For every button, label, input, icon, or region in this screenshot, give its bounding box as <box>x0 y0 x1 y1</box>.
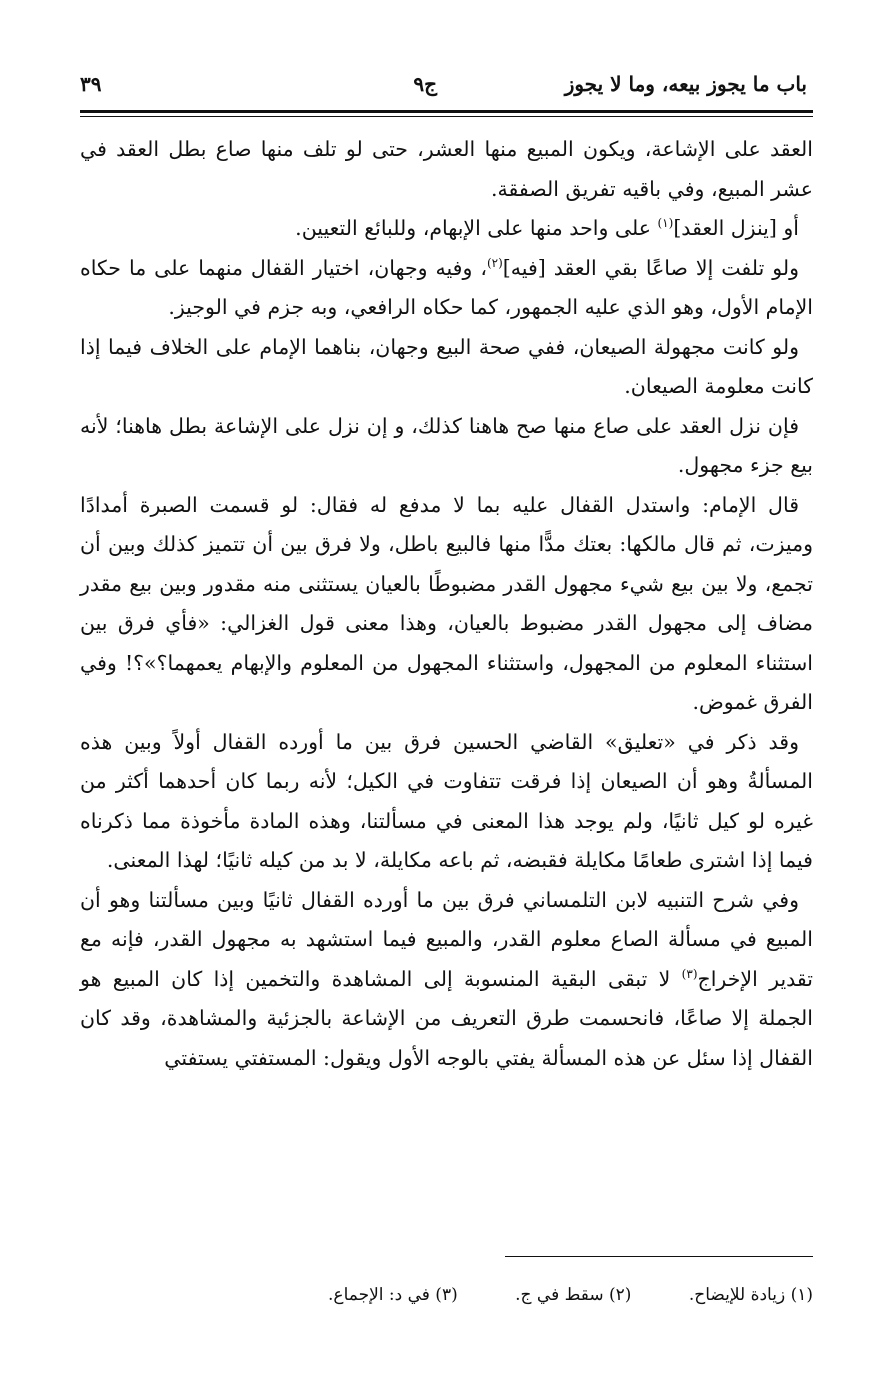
paragraph-1: العقد على الإشاعة، ويكون المبيع منها العشر، حتى لو تلف منها صاع بطل العقد في عشر المبيع، وفي باقيه تفريق الصفقة. <box>80 137 813 201</box>
footnote-ref-3: (٣) <box>681 966 698 981</box>
paragraph-2: أو [ينزل العقد]$^{(١)}$ على واحد منها على الإبهام، وللبائع التعيين. <box>295 216 799 240</box>
header-rule-thick <box>80 110 813 113</box>
footnote-ref-2: (٢) <box>486 255 503 270</box>
main-text <box>80 130 813 1078</box>
volume-number: ج٩ <box>413 72 437 96</box>
footnotes <box>80 1283 813 1307</box>
footnote-separator <box>505 1256 813 1257</box>
chapter-title: باب ما يجوز بيعه، وما لا يجوز <box>564 72 807 96</box>
paragraph-7: وقد ذكر في «تعليق» القاضي الحسين فرق بين ما أورده القفال أولاً وبين هذه المسألةُ وهو أن الصيعان إذا فرقت تتفاوت في الكيل؛ لأنه ربما كان أحدهما أكثر من غيره لو كيل ثانيًا، ولم يوجد هذا المعنى في مسألتنا، وهذه المادة مأخوذة مما ذكرناه فيما إذا اشترى طعامًا مكايلة فقبضه، ثم باعه مكايلة، لا بد من كيله ثانيًا؛ لهذا المعنى. <box>80 729 813 872</box>
footnote-2: (٢) سقط في ج. <box>515 1285 632 1305</box>
footnote-3: (٣) في د: الإجماع. <box>328 1285 458 1305</box>
header-rule-thin <box>80 116 813 117</box>
paragraph-5: فإن نزل العقد على صاع منها صح هاهنا كذلك، و إن نزل على الإشاعة بطل هاهنا؛ لأنه بيع جزء مجهول. <box>80 413 813 477</box>
paragraph-3: ولو تلفت إلا صاعًا بقي العقد [فيه]$^{(٢)}$، وفيه وجهان، اختيار القفال منهما على ما حكاه الإمام الأول، وهو الذي عليه الجمهور، كما حكاه الرافعي، وبه جزم في الوجيز. <box>80 255 813 319</box>
footnote-ref-1: (١) <box>657 216 674 231</box>
page-number: ٣٩ <box>80 72 102 96</box>
paragraph-4: ولو كانت مجهولة الصيعان، ففي صحة البيع وجهان، بناهما الإمام على الخلاف فيما إذا كانت معلومة الصيعان. <box>80 334 813 398</box>
footnote-1: (١) زيادة للإيضاح. <box>688 1285 813 1305</box>
running-header <box>80 72 807 106</box>
paragraph-8: وفي شرح التنبيه لابن التلمساني فرق بين ما أورده القفال ثانيًا وبين مسألتنا وهو أن المبيع في مسألة الصاع معلوم القدر، والمبيع فيما استشهد به مجهول القدر، فإنه مع تقدير الإخراج$^{(٣)}$ لا تبقى البقية المنسوبة إلى المشاهدة والتخمين إذا كان المبيع هو الجملة إلا صاعًا، فانحسمت طرق التعريف من الإشاعة بالجزئية والمشاهدة، وقد كان القفال إذا سئل عن هذه المسألة يفتي بالوجه الأول ويقول: المستفتي يستفتي <box>80 887 813 1070</box>
paragraph-6: قال الإمام: واستدل القفال عليه بما لا مدفع له فقال: لو قسمت الصبرة أمدادًا وميزت، ثم قال مالكها: بعتك مدًّا منها فالبيع باطل، ولا فرق بين أن تتميز كذلك وبين أن تجمع، ولا بين بيع شيء مجهول القدر مضبوطًا بالعيان يستثنى منه مقدور وبين بيع مقدر مضاف إلى مجهول القدر مضبوط بالعيان، وهذا معنى قول الغزالي: «فأي فرق بين استثناء المعلوم من المجهول، واستثناء المجهول من المعلوم والإبهام يعمهما؟»؟! وفي الفرق غموض. <box>80 492 813 714</box>
